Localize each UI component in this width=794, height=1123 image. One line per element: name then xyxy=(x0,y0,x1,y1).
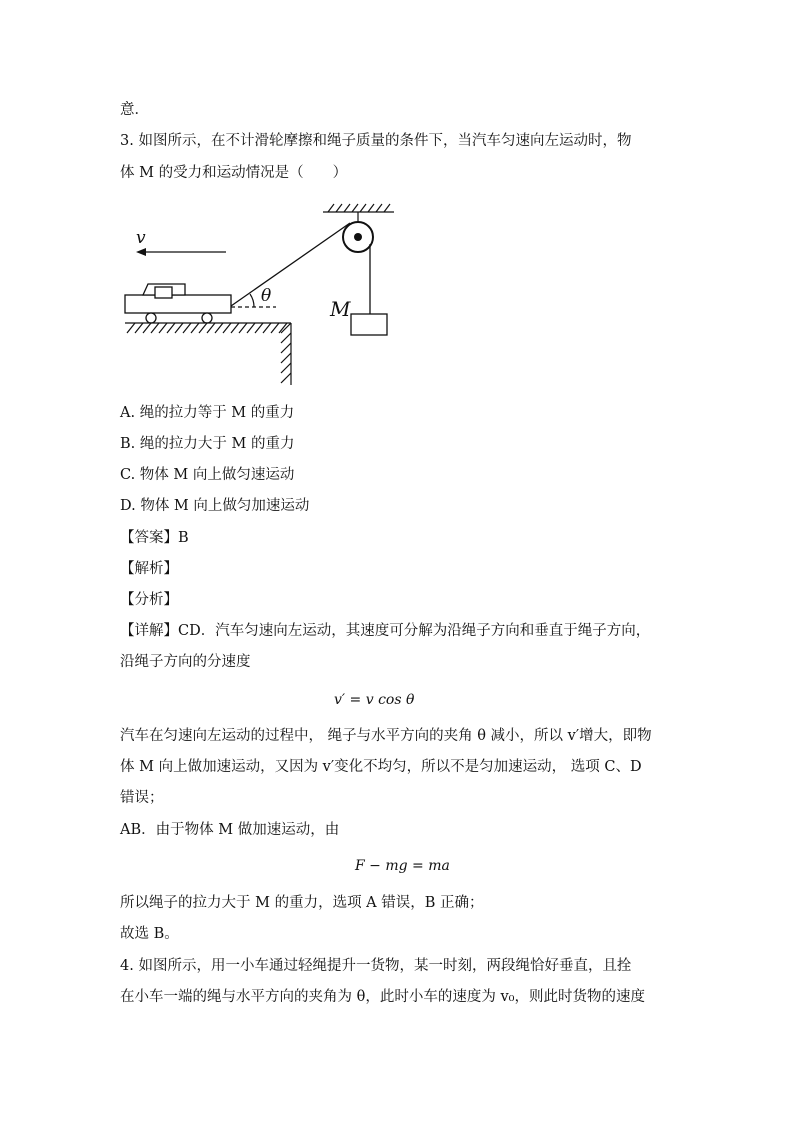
velocity-arrow xyxy=(136,248,226,256)
truck xyxy=(125,284,231,323)
velocity-label: v xyxy=(136,228,146,248)
detail-line-7: 所以绳子的拉力大于 M 的重力，选项 A 错误，B 正确； xyxy=(120,895,484,911)
option-b: B. 绳的拉力大于 M 的重力 xyxy=(120,436,295,452)
fenxi-heading: 【分析】 xyxy=(120,592,178,608)
equation-newton-second-law: F − mg = ma xyxy=(355,858,450,874)
detail-line-8: 故选 B。 xyxy=(120,926,179,942)
answer-line: 【答案】B xyxy=(120,530,189,546)
ground xyxy=(125,323,291,385)
analysis-heading: 【解析】 xyxy=(120,561,178,577)
detail-line-2: 沿绳子方向的分速度 xyxy=(120,654,251,670)
detail-line-3: 汽车在匀速向左运动的过程中， 绳子与水平方向的夹角 θ 减小，所以 v′增大，即物 xyxy=(120,728,652,744)
detail-line-5: 错误； xyxy=(120,790,164,806)
angle-arc xyxy=(250,294,254,307)
text-line-1: 意． xyxy=(120,102,149,118)
mass-block xyxy=(351,314,387,335)
pulley xyxy=(343,222,373,252)
angle-label: θ xyxy=(261,286,272,306)
detail-line-6: AB．由于物体 M 做加速运动，由 xyxy=(120,822,340,838)
question-3-stem-line-1: 3. 如图所示，在不计滑轮摩擦和绳子质量的条件下，当汽车匀速向左运动时，物 xyxy=(120,133,632,149)
mass-label: M xyxy=(330,297,351,321)
detail-line-1: 【详解】CD．汽车匀速向左运动，其速度可分解为沿绳子方向和垂直于绳子方向， xyxy=(120,623,651,639)
option-a: A. 绳的拉力等于 M 的重力 xyxy=(120,405,295,421)
option-c: C. 物体 M 向上做匀速运动 xyxy=(120,467,295,483)
question-4-stem-line-2: 在小车一端的绳与水平方向的夹角为 θ，此时小车的速度为 v₀，则此时货物的速度 xyxy=(120,989,645,1005)
ceiling-support xyxy=(323,204,394,222)
option-d: D. 物体 M 向上做匀加速运动 xyxy=(120,498,310,514)
detail-line-4: 体 M 向上做加速运动，又因为 v′变化不均匀，所以不是匀加速运动， 选项 C、D xyxy=(120,759,642,775)
question-4-stem-line-1: 4. 如图所示，用一小车通过轻绳提升一货物，某一时刻，两段绳恰好垂直，且拴 xyxy=(120,958,632,974)
rope-to-truck xyxy=(231,223,350,306)
equation-velocity-component: v′ = v cos θ xyxy=(334,692,415,708)
question-3-stem-line-2: 体 M 的受力和运动情况是（ ） xyxy=(120,165,348,181)
